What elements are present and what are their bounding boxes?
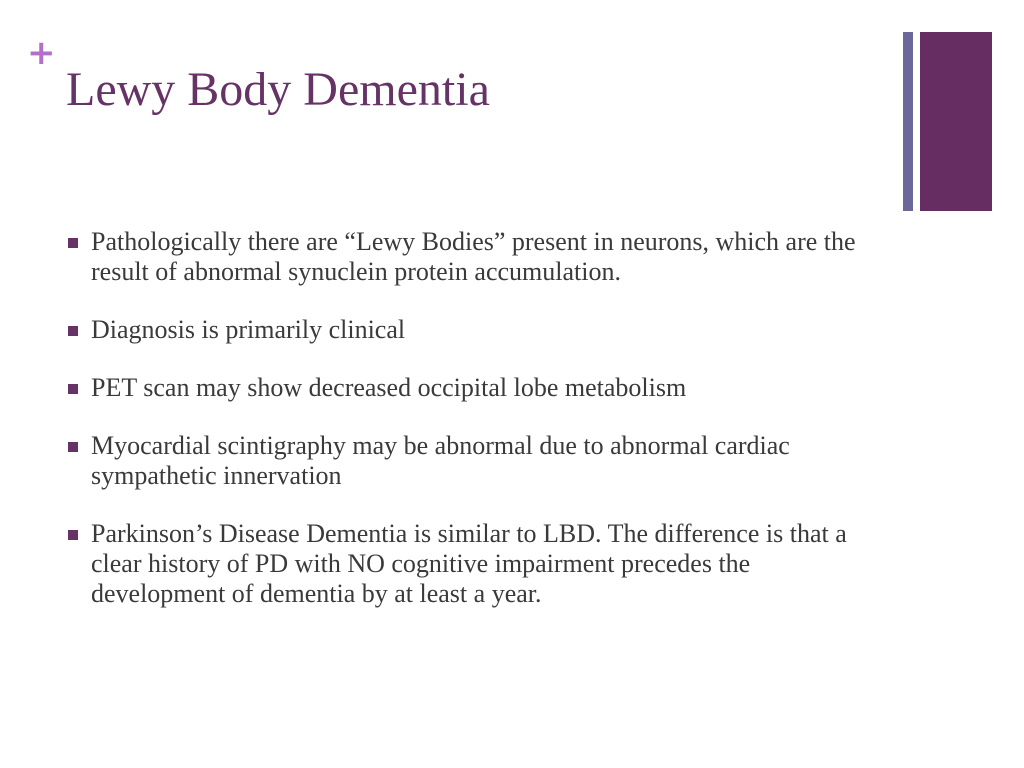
- bullet-item: [68, 519, 868, 609]
- bullet-text: PET scan may show decreased occipital lobe metabolism: [91, 373, 687, 402]
- square-bullet-icon: [68, 326, 78, 336]
- bullet-text: Diagnosis is primarily clinical: [91, 315, 406, 344]
- bullet-list: [68, 227, 868, 637]
- square-bullet-icon: [68, 384, 78, 394]
- square-bullet-icon: [68, 442, 78, 452]
- square-bullet-icon: [68, 530, 78, 540]
- accent-bar-thick: [920, 32, 992, 211]
- bullet-item: [68, 431, 868, 491]
- bullet-text: Pathologically there are “Lewy Bodies” present in neurons, which are the result of abnormal synuclein protein accumulation.: [91, 227, 856, 286]
- square-bullet-icon: [68, 238, 78, 248]
- accent-bar-thin: [903, 32, 913, 211]
- bullet-text: Myocardial scintigraphy may be abnormal due to abnormal cardiac sympathetic innervation: [91, 431, 790, 490]
- plus-icon: +: [27, 33, 56, 73]
- bullet-item: [68, 373, 868, 403]
- bullet-text: Parkinson’s Disease Dementia is similar to LBD. The difference is that a clear history of PD with NO cognitive impairment precedes the development of dementia by at least a year.: [91, 519, 847, 608]
- bullet-item: [68, 227, 868, 287]
- slide-title: Lewy Body Dementia: [66, 63, 490, 116]
- bullet-item: [68, 315, 868, 345]
